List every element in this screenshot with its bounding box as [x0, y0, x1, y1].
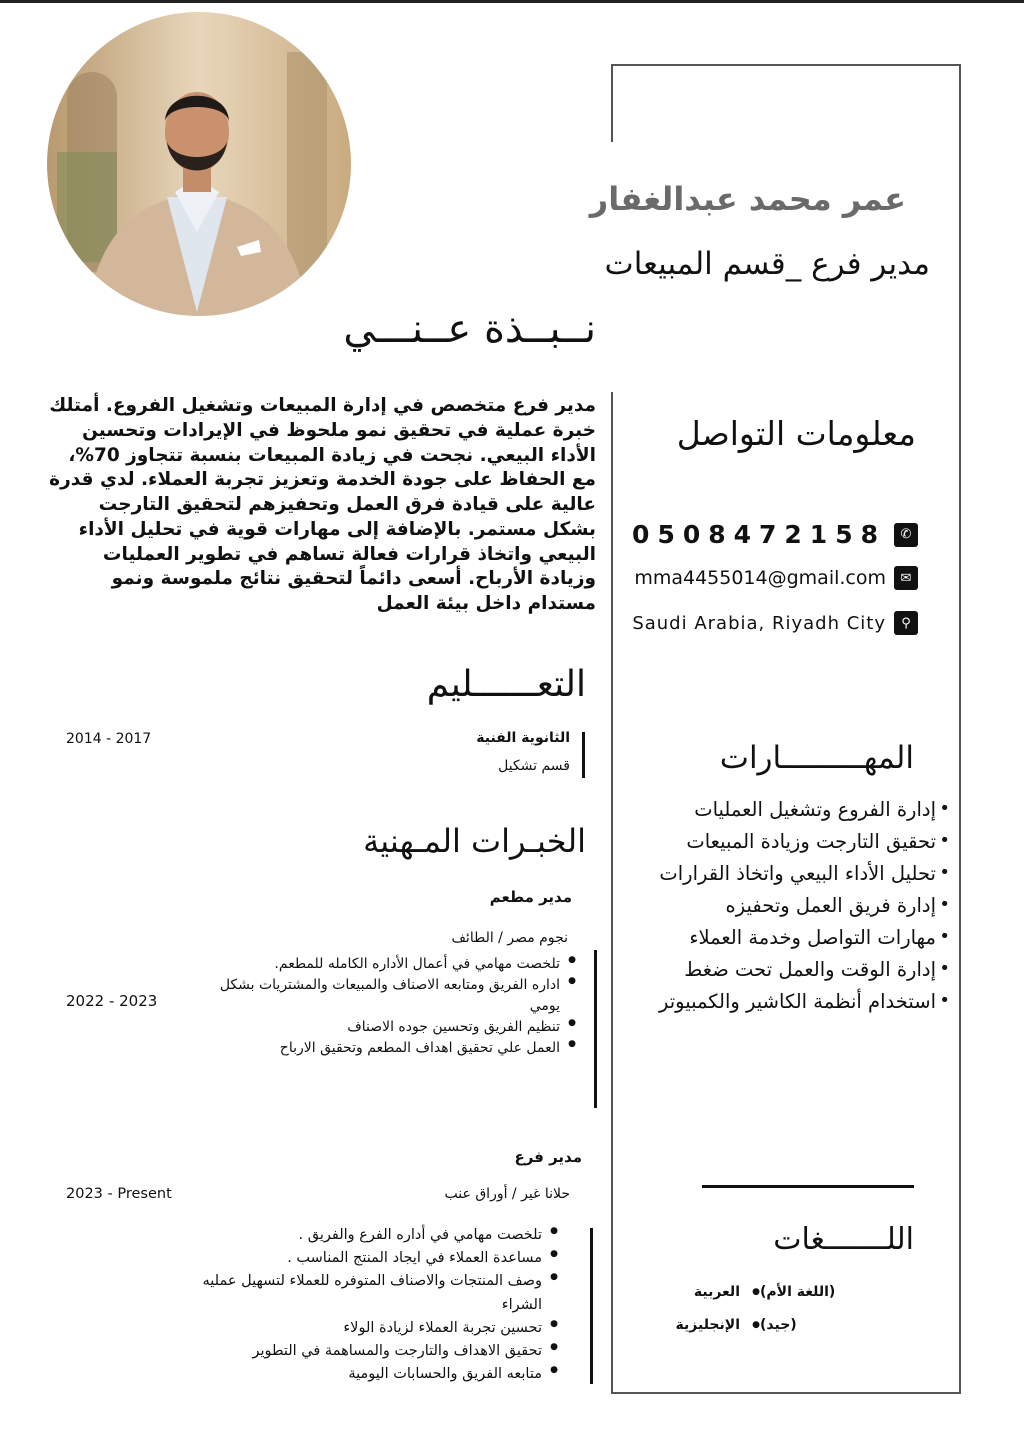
language-name: ● العربية [640, 1284, 760, 1300]
profile-photo [47, 12, 351, 316]
contact-heading: معلومات التواصل [676, 414, 916, 453]
list-item: ● تلخصت مهامي في أعمال الأداره الكامله للمطعم. [196, 954, 576, 975]
skill-item: • إدارة الوقت والعمل تحت ضغط [614, 954, 950, 986]
list-item: ● مساعدة العملاء في ايجاد المنتج المناسب . [200, 1247, 558, 1270]
education-heading: التعــــــليم [426, 664, 586, 705]
job-1-duties [196, 954, 576, 1059]
skills-list [614, 794, 950, 1018]
location-pin-icon: ⚲ [894, 611, 918, 635]
language-row-english [640, 1317, 920, 1333]
languages-heading: اللـــــــغات [773, 1222, 914, 1257]
education-years: 2014 - 2017 [66, 731, 152, 747]
skill-item: • إدارة الفروع وتشغيل العمليات [614, 794, 950, 826]
skill-item: • استخدام أنظمة الكاشير والكمبيوتر [614, 986, 950, 1018]
list-item: ● وصف المنتجات والاصناف المتوفره للعملاء لتسهيل عمليه الشراء [200, 1270, 558, 1316]
list-item: ● متابعه الفريق والحسابات اليومية [200, 1363, 558, 1386]
about-heading: نــبــذة عــنـــي [343, 306, 596, 352]
candidate-name: عمر محمد عبدالغفار [589, 180, 906, 218]
language-level: (جيد) [760, 1317, 797, 1333]
education-department: قسم تشكيل [498, 758, 570, 774]
phone-number: 0508472158 [632, 520, 886, 549]
list-item: ● تحقيق الاهداف والتارجت والمساهمة في التطوير [200, 1340, 558, 1363]
contact-email-row [616, 566, 918, 590]
job-1-bar [594, 950, 597, 1108]
skill-item: • تحقيق التارجت وزيادة المبيعات [614, 826, 950, 858]
education-bar [582, 732, 585, 778]
job-2-company: حلانا غير / أوراق عنب [444, 1186, 570, 1202]
address: Saudi Arabia, Riyadh City [632, 612, 886, 634]
contact-phone-row [616, 520, 918, 549]
skills-heading: المهـــــــــارات [719, 740, 914, 776]
phone-icon: ✆ [894, 523, 918, 547]
about-text: مدير فرع متخصص في إدارة المبيعات وتشغيل الفروع. أمتلك خبرة عملية في تحقيق نمو ملحوظ في الإيرادات وتحسين الأداء البيعي. نجحت في زيادة المبيعات بنسبة تتجاوز 70%، مع الحفاظ على جودة الخدمة وتعزيز تجربة العملاء. لدي قدرة عالية على قيادة فرق العمل وتحفيزهم لتحقيق التارجت بشكل مستمر. بالإضافة إلى مهارات قوية في تحليل الأداء البيعي واتخاذ قرارات فعالة تساهم في تطوير العمليات وزيادة الأرباح. أسعى دائماً لتحقيق نتائج ملموسة ونمو مستدام داخل بيئة العمل [49, 395, 596, 615]
portrait-image [47, 12, 351, 316]
language-row-arabic [640, 1284, 920, 1300]
language-name: ● الإنجليزية [640, 1317, 760, 1333]
experience-heading: الخبـرات المـهنية [363, 822, 586, 860]
list-item: ● العمل علي تحقيق اهداف المطعم وتحقيق الارباح [196, 1038, 576, 1059]
contact-address-row [616, 611, 918, 635]
job-1-title: مدير مطعم [489, 888, 572, 906]
list-item: ● تنظيم الفريق وتحسين جوده الاصناف [196, 1017, 576, 1038]
skill-item: • تحليل الأداء البيعي واتخاذ القرارات [614, 858, 950, 890]
skill-item: • مهارات التواصل وخدمة العملاء [614, 922, 950, 954]
job-2-title: مدير فرع [514, 1148, 582, 1166]
list-item: ● اداره الفريق ومتابعه الاصناف والمبيعات والمشتريات بشكل يومي [196, 975, 576, 1017]
top-border [0, 0, 1024, 3]
education-school: الثانوية الفنية [476, 730, 570, 746]
job-1-company: نجوم مصر / الطائف [451, 930, 568, 946]
job-title: مدير فرع _قسم المبيعات [604, 246, 930, 282]
languages-divider [702, 1185, 914, 1188]
email-address: mma4455014@gmail.com [634, 567, 886, 589]
mail-icon: ✉ [894, 566, 918, 590]
job-2-duties [200, 1224, 558, 1386]
job-2-bar [590, 1228, 593, 1384]
list-item: ● تلخصت مهامي في أداره الفرع والفريق . [200, 1224, 558, 1247]
language-level: (اللغة الأم) [760, 1284, 836, 1300]
job-2-years: 2023 - Present [66, 1186, 172, 1202]
skill-item: • إدارة فريق العمل وتحفيزه [614, 890, 950, 922]
list-item: ● تحسين تجربة العملاء لزيادة الولاء [200, 1317, 558, 1340]
job-1-years: 2022 - 2023 [66, 992, 158, 1010]
